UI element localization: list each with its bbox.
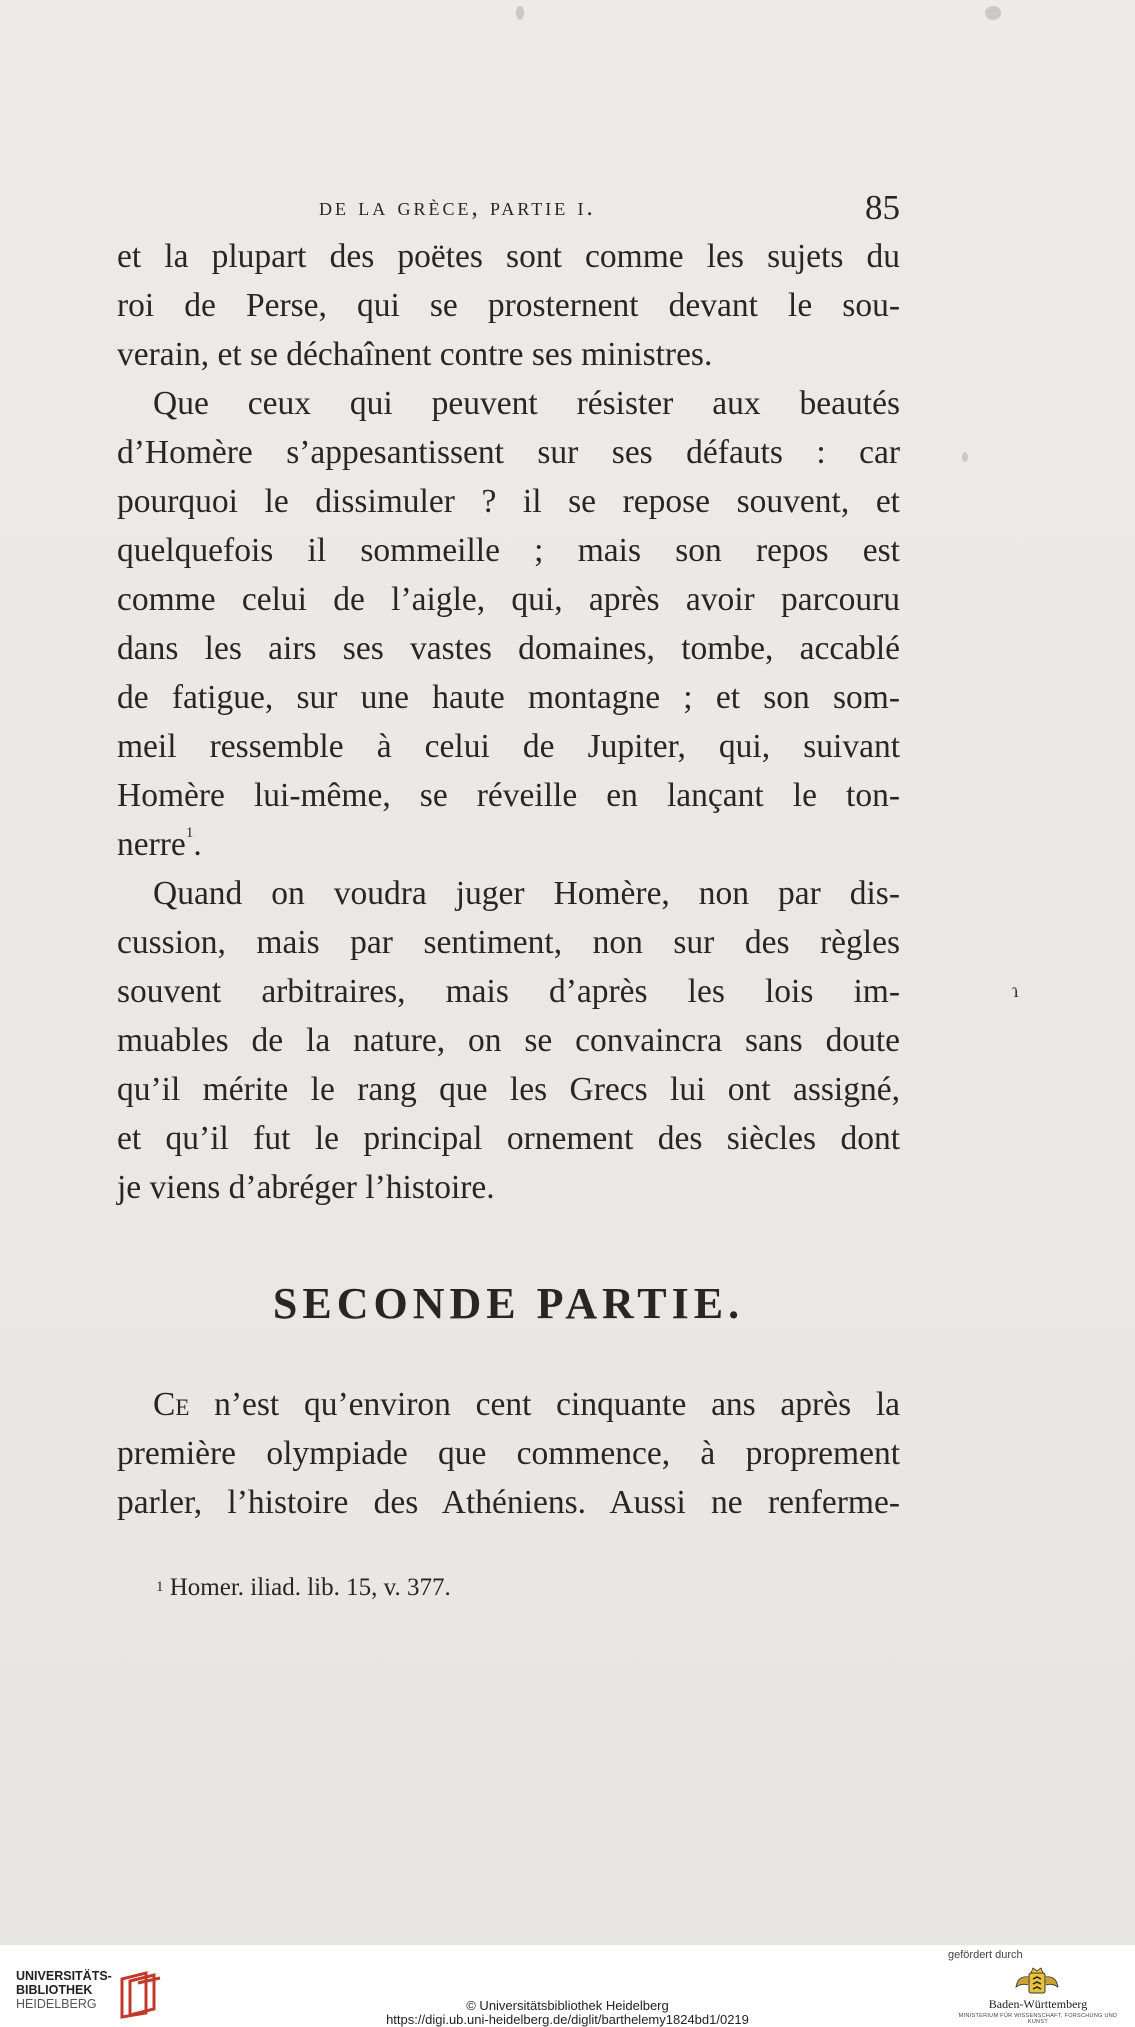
text-line: de fatigue, sur une haute montagne ; et son som- bbox=[117, 679, 900, 716]
text-line: verain, et se déchaînent contre ses ministres. bbox=[117, 336, 713, 373]
footnote-ref: 1 bbox=[185, 825, 194, 841]
text-line bbox=[117, 820, 900, 869]
text-line: cussion, mais par sentiment, non sur des règles bbox=[117, 924, 900, 961]
paper-speck bbox=[962, 452, 968, 462]
text-line bbox=[117, 1380, 900, 1429]
text-fragment: n’est qu’environ cent cinquante ans après la bbox=[189, 1386, 900, 1423]
library-name-line: BIBLIOTHEK bbox=[16, 1983, 93, 1997]
text-line: et la plupart des poëtes sont comme les sujets du bbox=[117, 238, 900, 275]
state-crest-icon bbox=[1012, 1967, 1062, 1997]
running-title: de la grèce, partie i. bbox=[319, 194, 596, 221]
text-line: quelquefois il sommeille ; mais son repos est bbox=[117, 532, 900, 569]
sponsor-label: gefördert durch bbox=[948, 1949, 1023, 1961]
copyright-text: © Universitätsbibliothek Heidelberg bbox=[466, 1998, 669, 2013]
page-number: 85 bbox=[865, 188, 900, 227]
initial-word: Ce bbox=[153, 1386, 190, 1423]
sponsor-block[interactable] bbox=[948, 1949, 1128, 2025]
running-head bbox=[117, 188, 900, 228]
text-line: d’Homère s’appesantissent sur ses défauts : car bbox=[117, 434, 900, 471]
text-line: qu’il mérite le rang que les Grecs lui ont assigné, bbox=[117, 1071, 900, 1108]
section-title: SECONDE PARTIE. bbox=[272, 1279, 745, 1328]
text-line: parler, l’histoire des Athéniens. Aussi ne renferme- bbox=[117, 1484, 900, 1521]
margin-mark: ɿ bbox=[1012, 980, 1019, 1002]
text-line: dans les airs ses vastes domaines, tombe, accablé bbox=[117, 630, 900, 667]
library-name-line: HEIDELBERG bbox=[16, 1997, 97, 2011]
footnote-text: Homer. iliad. lib. 15, v. 377. bbox=[169, 1574, 451, 1601]
period: . bbox=[193, 826, 202, 863]
sponsor-name: Baden-Württemberg bbox=[988, 1997, 1088, 2011]
text-line: roi de Perse, qui se prosternent devant le sou- bbox=[117, 287, 900, 324]
sponsor-subtitle: MINISTERIUM FÜR WISSENSCHAFT, FORSCHUNG UND KUNST bbox=[958, 2013, 1118, 2025]
text-line: je viens d’abréger l’histoire. bbox=[117, 1169, 495, 1206]
permalink-url[interactable]: https://digi.ub.uni-heidelberg.de/diglit/barthelemy1824bd1/0219 bbox=[386, 2012, 749, 2027]
paragraph-block-2 bbox=[117, 1380, 900, 1527]
library-name-line: UNIVERSITÄTS- bbox=[16, 1969, 112, 1983]
digitization-footer bbox=[0, 1945, 1135, 2027]
text-line: première olympiade que commence, à proprement bbox=[117, 1435, 900, 1472]
text-line: comme celui de l’aigle, qui, après avoir parcouru bbox=[117, 581, 900, 618]
text-fragment: nerre bbox=[117, 826, 186, 863]
paragraph-block-1 bbox=[117, 232, 900, 1212]
footnote bbox=[156, 1574, 451, 1602]
paper-speck bbox=[985, 6, 1001, 20]
paper-speck bbox=[516, 6, 524, 20]
text-line: souvent arbitraires, mais d’après les lois im- bbox=[117, 973, 900, 1010]
text-line: meil ressemble à celui de Jupiter, qui, suivant bbox=[117, 728, 900, 765]
text-line: muables de la nature, on se convaincra sans doute bbox=[117, 1022, 900, 1059]
text-line: Quand on voudra juger Homère, non par dis- bbox=[153, 875, 900, 912]
footnote-number: 1 bbox=[156, 1579, 164, 1595]
text-line: pourquoi le dissimuler ? il se repose souvent, et bbox=[117, 483, 900, 520]
text-line: Homère lui-même, se réveille en lançant le ton- bbox=[117, 777, 900, 814]
text-line: et qu’il fut le principal ornement des siècles dont bbox=[117, 1120, 900, 1157]
text-line: Que ceux qui peuvent résister aux beautés bbox=[153, 385, 900, 422]
